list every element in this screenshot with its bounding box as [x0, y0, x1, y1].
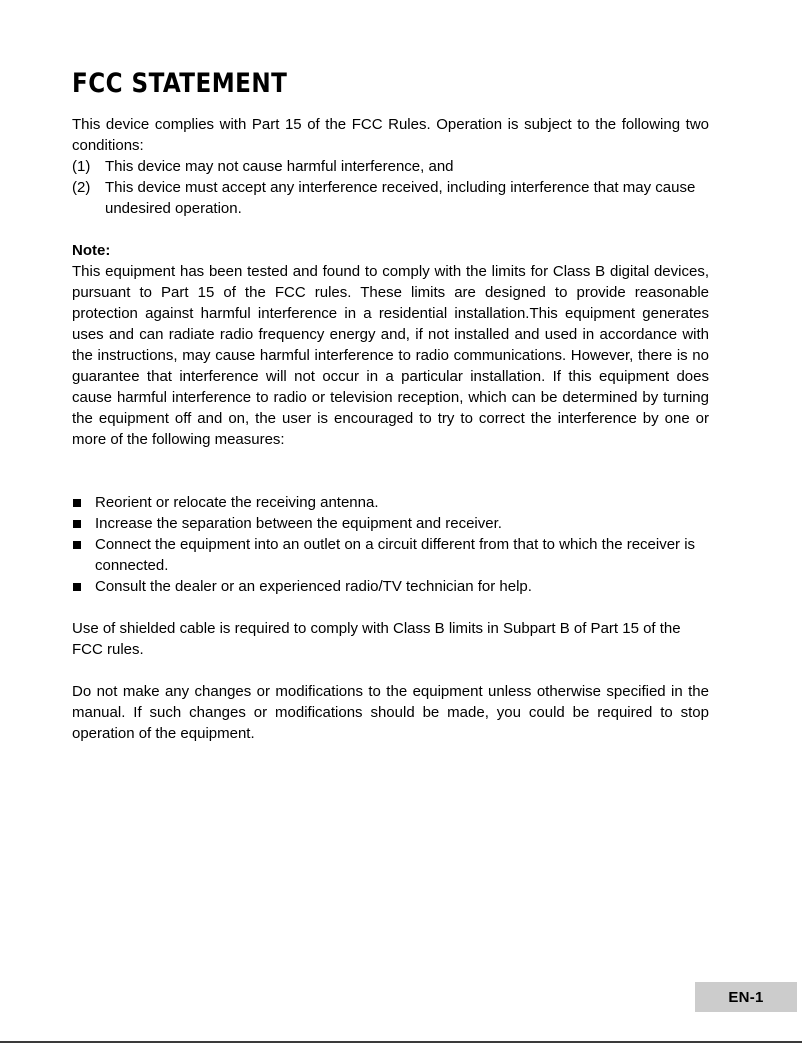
list-item-text: Consult the dealer or an experienced radio/TV technician for help. — [95, 578, 532, 596]
square-bullet-icon — [73, 520, 81, 528]
list-item-text: Reorient or relocate the receiving antenna. — [95, 494, 379, 512]
condition-item — [72, 177, 709, 219]
condition-marker: (1) — [72, 158, 91, 176]
spacer — [72, 597, 709, 618]
condition-text: This device must accept any interference received, including interference that may cause undesired operation. — [105, 179, 696, 218]
note-heading: Note: — [72, 242, 111, 260]
page-title: FCC STATEMENT — [72, 68, 288, 99]
shielded-cable-paragraph: Use of shielded cable is required to comply with Class B limits in Subpart B of Part 15 of the FCC rules. — [72, 620, 681, 659]
list-item — [72, 534, 709, 576]
list-item-text: Connect the equipment into an outlet on a circuit different from that to which the receiver is connected. — [95, 536, 696, 575]
spacer — [72, 219, 709, 240]
list-item-text: Increase the separation between the equipment and receiver. — [95, 515, 502, 533]
page-number-badge — [695, 982, 797, 1012]
square-bullet-icon — [73, 541, 81, 549]
square-bullet-icon — [73, 499, 81, 507]
note-paragraph: This equipment has been tested and found to comply with the limits for Class B digital devices, pursuant to Part 15 of the FCC rules. These limits are designed to provide reasonable protection against harmful interference in a residential installation.This equipment generates uses and can radiate radio frequency energy and, if not installed and used in accordance with the instructions, may cause harmful interference to radio communications. However, there is no guarantee that interference will not occur in a particular installation. If this equipment does cause harmful interference to radio or television reception, which can be determined by turning the equipment off and on, the user is encouraged to try to correct the interference by one or more of the following measures: — [72, 263, 709, 449]
spacer — [72, 450, 709, 492]
no-modifications-paragraph: Do not make any changes or modifications to the equipment unless otherwise specified in the manual. If such changes or modifications should be made, you could be required to stop operation of the equipment. — [72, 683, 709, 743]
footer-divider — [0, 1041, 802, 1043]
conditions-list — [72, 156, 709, 219]
condition-marker: (2) — [72, 179, 91, 197]
intro-paragraph: This device complies with Part 15 of the FCC Rules. Operation is subject to the following two conditions: — [72, 116, 709, 155]
condition-item — [72, 156, 709, 177]
square-bullet-icon — [73, 583, 81, 591]
page-number-label: EN-1 — [728, 988, 764, 1006]
measures-list — [72, 492, 709, 597]
page-content — [72, 70, 709, 744]
spacer — [72, 660, 709, 681]
list-item — [72, 492, 709, 513]
list-item — [72, 576, 709, 597]
list-item — [72, 513, 709, 534]
condition-text: This device may not cause harmful interference, and — [105, 158, 454, 176]
